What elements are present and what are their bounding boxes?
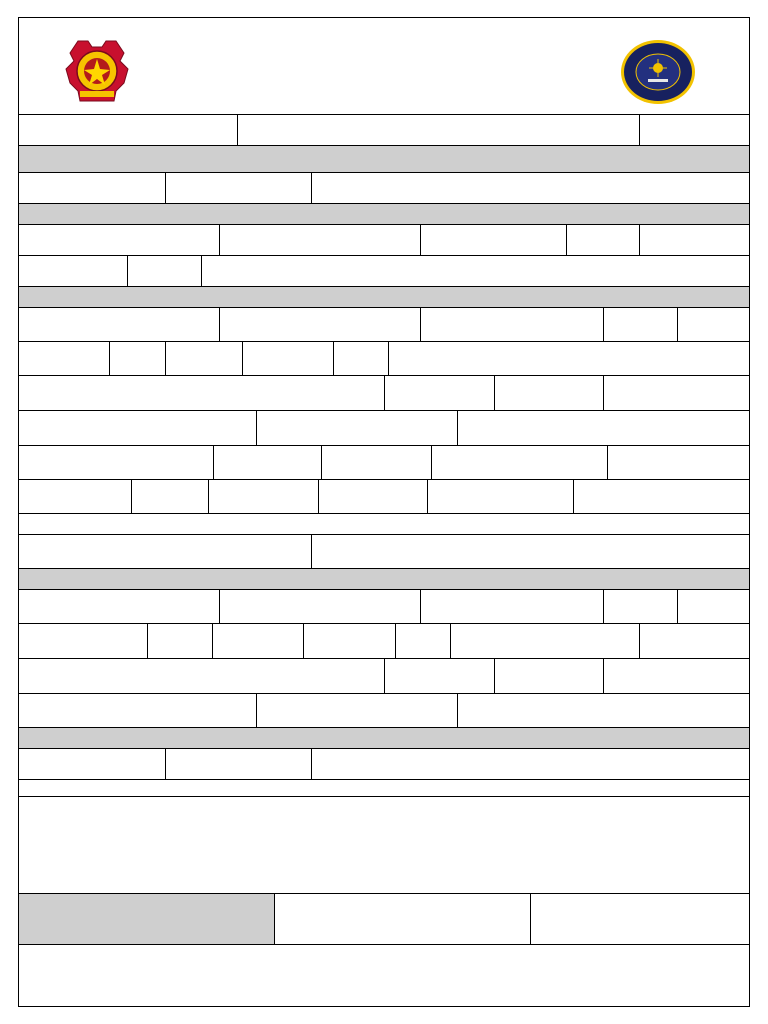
form-field[interactable] [677,589,750,624]
form-field[interactable] [420,224,567,256]
form-field[interactable] [18,375,385,411]
form-field[interactable] [303,623,396,659]
form-field[interactable] [18,693,257,728]
form-field[interactable] [427,479,574,514]
form-field[interactable] [256,693,458,728]
form-field[interactable] [494,375,604,411]
signature-field[interactable] [530,893,750,945]
form-field[interactable] [603,375,750,411]
form-field[interactable] [311,534,750,569]
form-field[interactable] [321,445,432,480]
form-field[interactable] [566,224,640,256]
form-field[interactable] [639,623,750,659]
section-header-bar [18,145,750,173]
form-field[interactable] [494,658,604,694]
form-field[interactable] [165,748,312,780]
form-field[interactable] [18,172,166,204]
form-field[interactable] [212,623,304,659]
form-field[interactable] [573,479,750,514]
remarks-area[interactable] [18,944,750,1007]
form-field[interactable] [450,623,640,659]
form-field[interactable] [18,307,220,342]
form-field[interactable] [18,534,312,569]
section-header-bar [18,286,750,308]
section-header-bar [18,568,750,590]
form-field[interactable] [18,623,148,659]
form-field[interactable] [18,255,128,287]
form-field[interactable] [603,589,678,624]
form-field[interactable] [18,589,220,624]
form-field[interactable] [420,307,604,342]
form-field[interactable] [18,114,238,146]
form-field[interactable] [388,341,750,376]
form-field[interactable] [420,589,604,624]
form-field[interactable] [208,479,319,514]
form-field[interactable] [603,658,750,694]
form-field[interactable] [333,341,389,376]
form-field[interactable] [219,589,421,624]
form-field[interactable] [18,748,166,780]
form-field[interactable] [219,224,421,256]
form-field[interactable] [311,172,750,204]
form-field[interactable] [677,307,750,342]
pnp-seal-icon [64,39,130,105]
form-field[interactable] [242,341,334,376]
section-header-bar [18,203,750,225]
form-field[interactable] [18,341,110,376]
form-field[interactable] [147,623,213,659]
form-field[interactable] [318,479,428,514]
form-field[interactable] [18,479,132,514]
narrative-area[interactable] [18,796,750,894]
form-field[interactable] [603,307,678,342]
form-field[interactable] [18,445,214,480]
form-field[interactable] [201,255,750,287]
form-field[interactable] [384,375,495,411]
form-field[interactable] [311,748,750,780]
form-field[interactable] [165,341,243,376]
form-field[interactable] [431,445,608,480]
form-field[interactable] [607,445,750,480]
form-field[interactable] [219,307,421,342]
form-field[interactable] [395,623,451,659]
signature-field[interactable] [274,893,531,945]
form-field[interactable] [18,410,257,446]
form-field[interactable] [256,410,458,446]
form-field[interactable] [18,658,385,694]
section-header-bar [18,727,750,749]
form-field[interactable] [109,341,166,376]
form-field[interactable] [213,445,322,480]
form-field[interactable] [457,693,750,728]
cidg-seal-icon [620,39,696,105]
form-field[interactable] [165,172,312,204]
form-field[interactable] [18,513,750,535]
form-field[interactable] [457,410,750,446]
form-field[interactable] [639,114,750,146]
form-field[interactable] [18,779,750,797]
form-field[interactable] [237,114,640,146]
form-field[interactable] [384,658,495,694]
form-field[interactable] [127,255,202,287]
form-field[interactable] [639,224,750,256]
form-field[interactable] [18,224,220,256]
signature-label-cell [18,893,275,945]
form-field[interactable] [131,479,209,514]
